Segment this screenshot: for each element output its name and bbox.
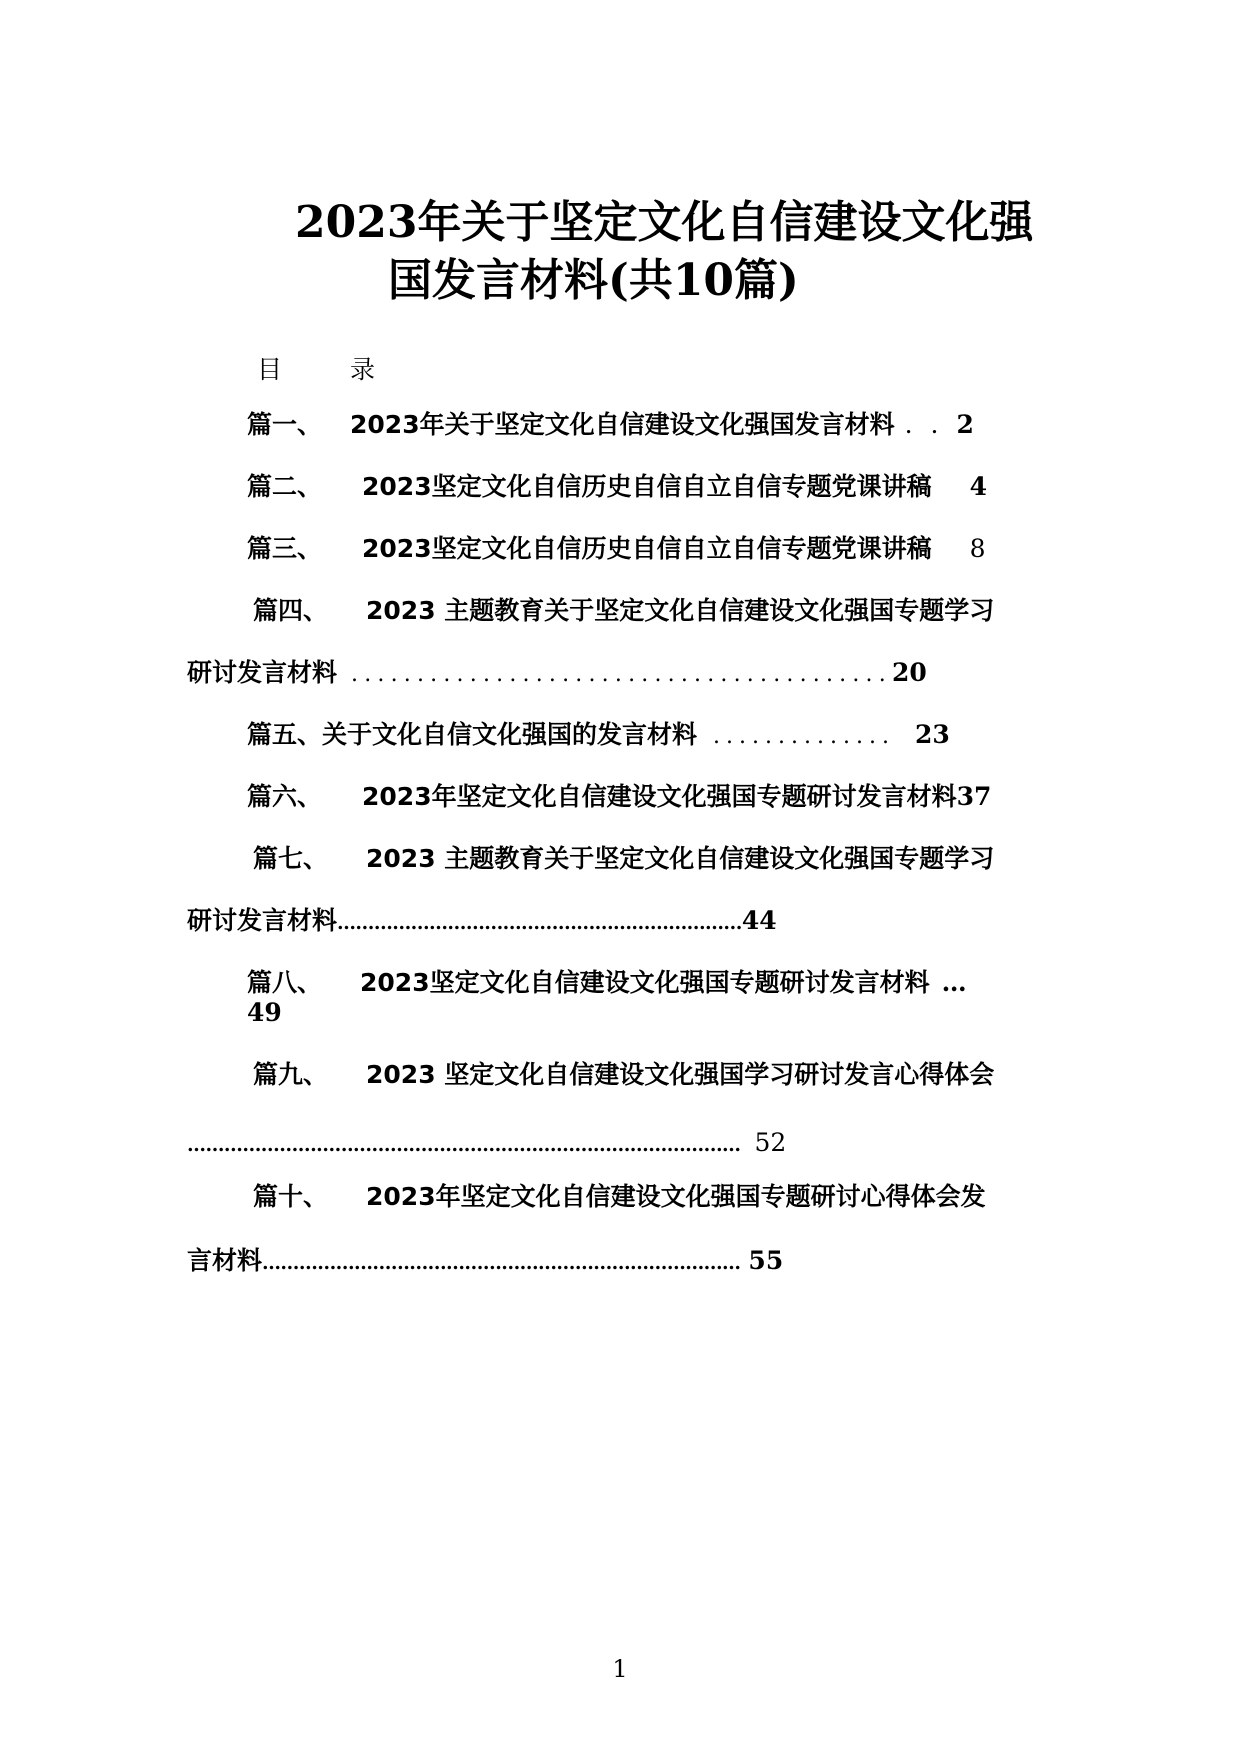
toc-entry-10[interactable]: [253, 1180, 986, 1214]
toc-entry-leader: ………………………………………………………………………………: [187, 1134, 741, 1156]
toc-entry-leader: ..............: [713, 724, 895, 749]
toc-entry-title: 2023坚定文化自信建设文化强国专题研讨发言材料: [360, 968, 930, 997]
toc-entry-9[interactable]: [253, 1058, 994, 1092]
toc-entry-2[interactable]: [247, 470, 987, 504]
toc-entry-prefix: 篇五、: [247, 720, 323, 749]
toc-entry-page: 52: [754, 1128, 787, 1157]
toc-entry-9-continuation[interactable]: [187, 1126, 786, 1162]
toc-entry-leader: …………………………………………………………: [337, 912, 742, 934]
page-number: 1: [612, 1655, 628, 1683]
toc-entry-title-cont: 言材料: [187, 1246, 263, 1275]
toc-entry-leader: .........................................: [351, 662, 892, 687]
toc-entry-title: 关于文化自信文化强国的发言材料: [322, 720, 698, 749]
toc-entry-4-continuation[interactable]: [187, 656, 927, 692]
toc-entry-8-page-line[interactable]: [247, 996, 282, 1030]
document-title-line-2: 国发言材料(共10篇): [388, 255, 799, 306]
toc-entry-page: 20: [891, 658, 927, 687]
toc-entry-title: 2023年坚定文化自信建设文化强国专题研讨发言材料: [362, 782, 957, 811]
toc-entry-leader: …: [941, 968, 967, 997]
toc-entry-title: 2023坚定文化自信历史自信自立自信专题党课讲稿: [362, 472, 932, 501]
toc-entry-prefix: 篇六、: [247, 782, 323, 811]
toc-entry-prefix: 篇七、: [253, 844, 329, 873]
toc-entry-title: 2023 坚定文化自信建设文化强国学习研讨发言心得体会: [366, 1060, 995, 1089]
toc-entry-title: 2023 主题教育关于坚定文化自信建设文化强国专题学习: [366, 844, 995, 873]
toc-heading: 目 录: [257, 355, 405, 384]
toc-entry-6[interactable]: [247, 780, 991, 814]
toc-entry-4[interactable]: [253, 594, 994, 628]
toc-entry-1[interactable]: [247, 408, 974, 442]
toc-entry-prefix: 篇三、: [247, 534, 323, 563]
toc-entry-prefix: 篇八、: [247, 968, 323, 997]
toc-entry-5[interactable]: [247, 718, 950, 754]
toc-entry-prefix: 篇九、: [253, 1060, 329, 1089]
toc-entry-page: 44: [741, 906, 777, 935]
toc-entry-prefix: 篇一、: [247, 410, 323, 439]
toc-entry-10-continuation[interactable]: [187, 1244, 783, 1280]
toc-entry-title: 2023 主题教育关于坚定文化自信建设文化强国专题学习: [366, 596, 995, 625]
toc-entry-title: 2023年坚定文化自信建设文化强国专题研讨心得体会发: [366, 1182, 986, 1211]
toc-entry-page: 49: [247, 998, 282, 1027]
toc-entry-prefix: 篇四、: [253, 596, 329, 625]
toc-entry-page: 55: [748, 1246, 784, 1275]
toc-entry-7[interactable]: [253, 842, 994, 876]
toc-entry-page: 2: [956, 410, 974, 439]
toc-entry-title: 2023年关于坚定文化自信建设文化强国发言材料: [350, 410, 895, 439]
toc-entry-prefix: 篇二、: [247, 472, 323, 501]
toc-entry-page: 4: [969, 472, 988, 501]
toc-entry-page: 8: [969, 534, 986, 563]
toc-entry-leader: ……………………………………………………………………: [262, 1252, 741, 1274]
toc-entry-title-cont: 研讨发言材料: [187, 906, 338, 935]
toc-entry-page: 23: [914, 720, 950, 749]
toc-entry-leader: ..: [904, 410, 957, 439]
toc-entry-8[interactable]: [247, 966, 967, 1000]
toc-entry-7-continuation[interactable]: [187, 904, 777, 940]
toc-entry-3[interactable]: [247, 532, 986, 566]
toc-entry-prefix: 篇十、: [253, 1182, 329, 1211]
toc-entry-title: 2023坚定文化自信历史自信自立自信专题党课讲稿: [362, 534, 932, 563]
toc-entry-page: 37: [956, 782, 992, 811]
document-title-line-1: 2023年关于坚定文化自信建设文化强: [295, 197, 1034, 248]
toc-entry-title-cont: 研讨发言材料: [187, 658, 338, 687]
